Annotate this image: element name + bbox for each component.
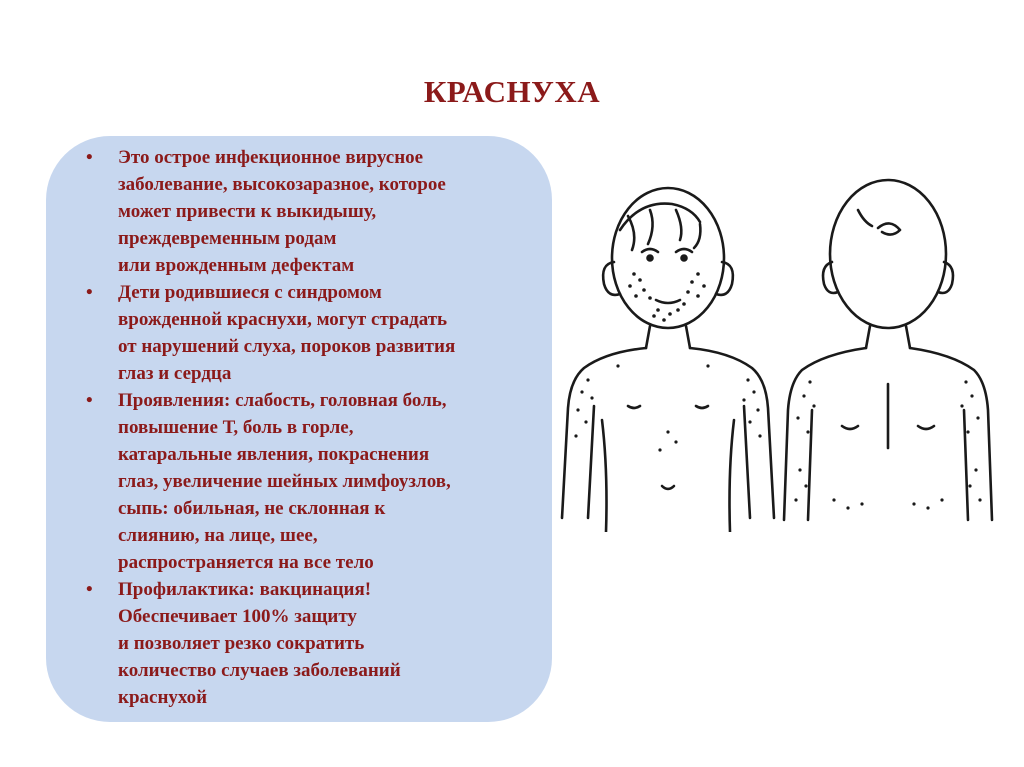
bullet-dot: •	[86, 147, 93, 168]
child-front-figure	[562, 188, 774, 532]
bullet-line: повышение Т, боль в горле,	[118, 417, 354, 438]
bullet-item	[86, 387, 532, 576]
bullet-line: катаральные явления, покраснения	[118, 444, 430, 465]
bullet-line: количество случаев заболеваний	[118, 660, 401, 681]
bullet-line: распространяется на все тело	[118, 552, 374, 573]
bullet-line: сыпь: обильная, не склонная к	[118, 498, 386, 519]
bullet-line: заболевание, высокозаразное, которое	[118, 174, 446, 195]
bullet-line: врожденной краснухи, могут страдать	[118, 309, 448, 330]
child-rash-illustration	[558, 170, 1018, 532]
bullet-item	[86, 576, 532, 711]
bullet-line: Это острое инфекционное вирусное	[118, 147, 424, 168]
bullet-item	[86, 279, 532, 387]
bullet-line: Проявления: слабость, головная боль,	[118, 390, 447, 411]
bullet-list	[86, 144, 532, 711]
bullet-line: глаз, увеличение шейных лимфоузлов,	[118, 471, 451, 492]
bullet-dot: •	[86, 579, 93, 600]
bullet-line: от нарушений слуха, пороков развития	[118, 336, 456, 357]
child-back-figure	[784, 180, 992, 520]
bullet-item	[86, 144, 532, 279]
bullet-line: глаз и сердца	[118, 363, 232, 384]
bullet-line: преждевременным родам	[118, 228, 337, 249]
slide-title: КРАСНУХА	[423, 74, 601, 109]
bullet-line: или врожденным дефектам	[118, 255, 355, 276]
bullet-dot: •	[86, 282, 93, 303]
bullet-dot: •	[86, 390, 93, 411]
bullet-line: может привести к выкидышу,	[118, 201, 377, 222]
bullet-line: Дети родившиеся с синдромом	[118, 282, 382, 303]
bullet-line: и позволяет резко сократить	[118, 633, 365, 654]
bullet-line: слиянию, на лице, шее,	[118, 525, 318, 546]
bullet-line: Профилактика: вакцинация!	[118, 579, 372, 600]
bullet-line: краснухой	[118, 687, 208, 708]
rash-dots	[574, 272, 981, 509]
bullet-line: Обеспечивает 100% защиту	[118, 606, 357, 627]
text-panel	[46, 136, 552, 722]
